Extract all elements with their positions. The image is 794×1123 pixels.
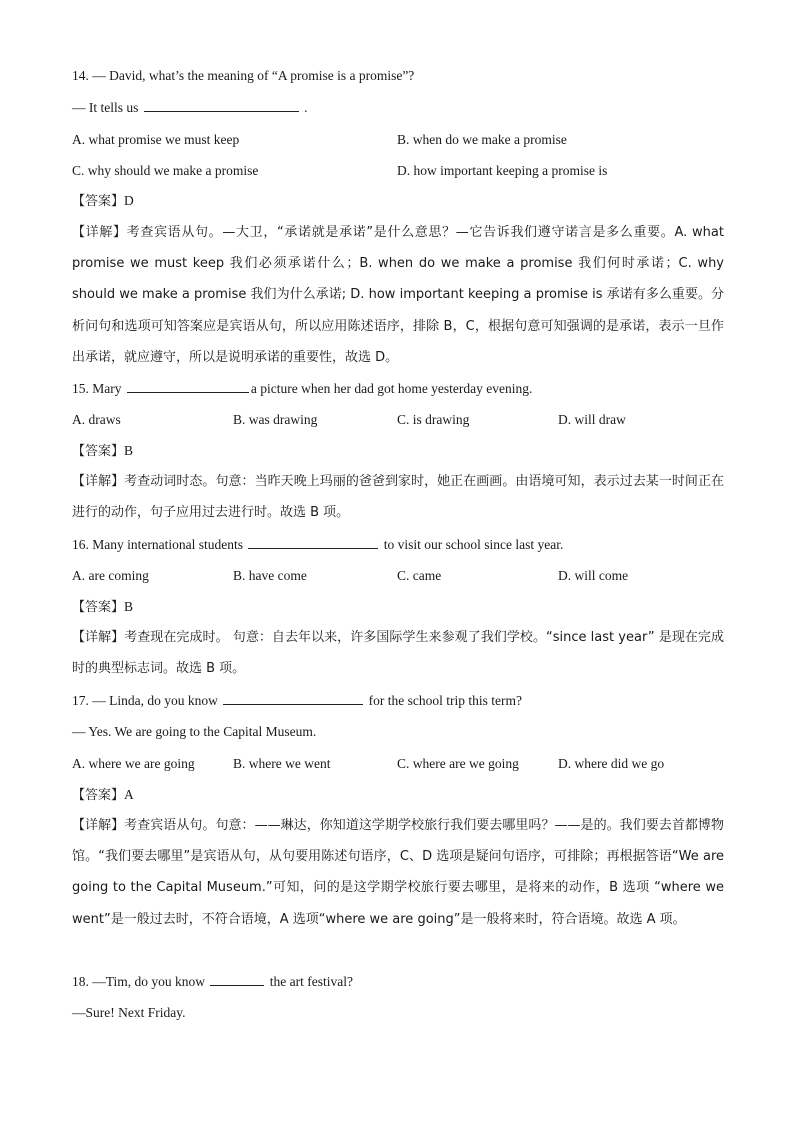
option-d: D. where did we go: [558, 756, 665, 771]
explanation: 【详解】考查动词时态。句意：当昨天晚上玛丽的爸爸到家时，她正在画画。由语境可知，表示过去某一时间正在进行的动作，句子应用过去进行时。故选 B 项。: [72, 474, 724, 521]
option-c: C. why should we make a promise: [72, 163, 259, 178]
explanation: 【详解】考查现在完成时。 句意：自去年以来，许多国际学生来参观了我们学校。“since last year” 是现在完成时的典型标志词。故选 B 项。: [72, 630, 724, 677]
option-c: C. is drawing: [397, 412, 470, 427]
option-c: C. came: [397, 568, 442, 583]
option-c: C. where are we going: [397, 756, 519, 771]
answer-line: 【答案】A: [72, 787, 134, 803]
option-b: B. where we went: [233, 756, 331, 771]
question-14: 14. — David, what’s the meaning of “A promise is a promise”?: [72, 68, 415, 83]
option-b: B. was drawing: [233, 412, 318, 427]
explanation: 【详解】考查宾语从句。句意：——琳达，你知道这学期学校旅行我们要去哪里吗？——是的。我们要去首都博物馆。“我们要去哪里”是宾语从句，从句要用陈述句语序，C、D 选项是疑问句语序，可排除；再根据答语“We are going to the Capital Museum.”可知，问的是这学期学校旅行要去哪里，是将来的动作，B 选项 “where we went”是一般过去时，不符合语境，A 选项“where we are going”是一般将来时，符合语境。故选 A 项。: [72, 818, 724, 927]
option-d: D. will come: [558, 568, 629, 583]
option-b: B. have come: [233, 568, 307, 583]
option-a: A. what promise we must keep: [72, 132, 240, 147]
question-15: 15. Mary a picture when her dad got home yesterday evening.: [72, 381, 533, 396]
answer-line: 【答案】B: [72, 443, 134, 459]
option-a: A. are coming: [72, 568, 149, 583]
question-16: 16. Many international students to visit our school since last year.: [72, 537, 564, 552]
answer-blank: [144, 99, 299, 112]
question-18: 18. —Tim, do you know the art festival?: [72, 974, 353, 989]
answer-blank: [210, 973, 264, 986]
option-a: A. where we are going: [72, 756, 195, 771]
question-17: 17. — Linda, do you know for the school trip this term?: [72, 693, 522, 708]
question-17-reply: — Yes. We are going to the Capital Museum.: [72, 724, 317, 739]
option-d: D. how important keeping a promise is: [397, 163, 608, 178]
option-a: A. draws: [72, 412, 121, 427]
answer-blank: [248, 536, 378, 549]
answer-blank: [223, 692, 363, 705]
option-b: B. when do we make a promise: [397, 132, 567, 147]
answer-blank: [127, 380, 249, 393]
option-d: D. will draw: [558, 412, 626, 427]
question-14-reply: — It tells us .: [72, 100, 308, 115]
explanation: 【详解】考查宾语从句。—大卫，“承诺就是承诺”是什么意思？—它告诉我们遵守诺言是多么重要。A. what promise we must keep 我们必须承诺什么；B. when do we make a promise 我们何时承诺；C. why should we make a promise 我们为什么承诺; D. how important keeping a promise is 承诺有多么重要。分析问句和选项可知答案应是宾语从句，所以应用陈述语序，排除 B，C，根据句意可知强调的是承诺，表示一旦作出承诺，就应遵守，所以是说明承诺的重要性，故选 D。: [72, 225, 724, 365]
answer-line: 【答案】D: [72, 193, 134, 209]
question-18-reply: —Sure! Next Friday.: [72, 1005, 186, 1020]
answer-line: 【答案】B: [72, 599, 134, 615]
